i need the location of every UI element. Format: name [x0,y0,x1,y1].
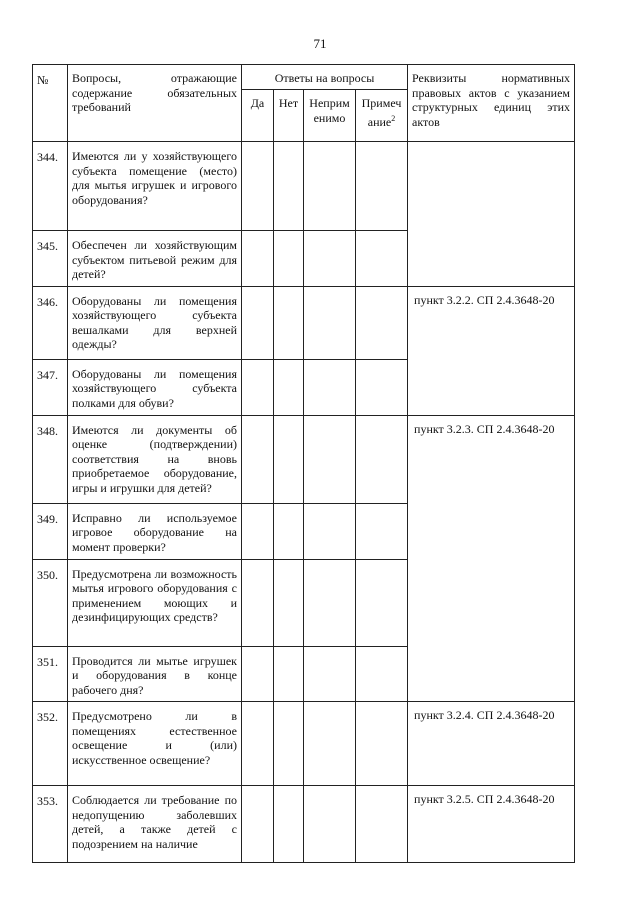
row-question: Имеются ли документы об оценке (подтверждении) соответствия на вновь приобретаемое оборудование, игры и игрушки для детей? [68,415,242,503]
answer-na-cell[interactable] [304,786,356,863]
answer-na-cell[interactable] [304,142,356,231]
answer-no-cell[interactable] [274,231,304,287]
answer-na-cell[interactable] [304,359,356,415]
row-question: Обеспечен ли хозяйствующим субъектом питьевой режим для детей? [68,231,242,287]
answer-no-cell[interactable] [274,702,304,786]
answer-yes-cell[interactable] [242,646,274,702]
header-reference: Реквизиты нормативных правовых актов с указанием структурных единиц этих актов [408,65,575,142]
answer-note-cell[interactable] [356,231,408,287]
reference-cell: пункт 3.2.5. СП 2.4.3648-20 [408,786,575,863]
row-number: 345. [33,231,68,287]
answer-no-cell[interactable] [274,359,304,415]
row-question: Оборудованы ли помещения хозяйствующего субъекта полками для обуви? [68,359,242,415]
answer-na-cell[interactable] [304,503,356,559]
row-number: 346. [33,286,68,359]
answer-yes-cell[interactable] [242,359,274,415]
row-question: Соблюдается ли требование по недопущению заболевших детей, а также детей с подозрением на наличие [68,786,242,863]
row-question: Имеются ли у хозяйствующего субъекта помещение (место) для мытья игрушек и игрового оборудования? [68,142,242,231]
answer-yes-cell[interactable] [242,503,274,559]
header-note: Примеч ание$^2$ [356,90,408,142]
header-answers: Ответы на вопросы [242,65,408,90]
row-number: 353. [33,786,68,863]
answer-na-cell[interactable] [304,702,356,786]
answer-yes-cell[interactable] [242,231,274,287]
answer-yes-cell[interactable] [242,142,274,231]
answer-note-cell[interactable] [356,503,408,559]
answer-note-cell[interactable] [356,559,408,646]
row-question: Оборудованы ли помещения хозяйствующего субъекта вешалками для верхней одежды? [68,286,242,359]
answer-note-cell[interactable] [356,142,408,231]
row-number: 344. [33,142,68,231]
table-row [33,142,575,231]
answer-no-cell[interactable] [274,786,304,863]
answer-no-cell[interactable] [274,286,304,359]
answer-yes-cell[interactable] [242,559,274,646]
table-row [33,786,575,863]
row-number: 350. [33,559,68,646]
reference-cell: пункт 3.2.4. СП 2.4.3648-20 [408,702,575,786]
answer-no-cell[interactable] [274,142,304,231]
answer-na-cell[interactable] [304,415,356,503]
table-row [33,286,575,359]
answer-na-cell[interactable] [304,646,356,702]
reference-cell: пункт 3.2.3. СП 2.4.3648-20 [408,415,575,702]
answer-no-cell[interactable] [274,415,304,503]
answer-yes-cell[interactable] [242,286,274,359]
reference-cell: пункт 3.2.2. СП 2.4.3648-20 [408,286,575,415]
row-number: 351. [33,646,68,702]
checklist-table [32,64,575,863]
answer-na-cell[interactable] [304,231,356,287]
answer-note-cell[interactable] [356,359,408,415]
row-question: Предусмотрена ли возможность мытья игрового оборудования с применением моющих и дезинфицирующих средств? [68,559,242,646]
answer-no-cell[interactable] [274,503,304,559]
answer-note-cell[interactable] [356,786,408,863]
row-number: 347. [33,359,68,415]
answer-na-cell[interactable] [304,559,356,646]
row-number: 352. [33,702,68,786]
answer-yes-cell[interactable] [242,415,274,503]
header-question: Вопросы, отражающие содержание обязательных требований [68,65,242,142]
header-number: № [33,65,68,142]
note-footnote-mark: 2 [391,114,396,123]
answer-no-cell[interactable] [274,559,304,646]
row-number: 349. [33,503,68,559]
answer-note-cell[interactable] [356,415,408,503]
row-question: Проводится ли мытье игрушек и оборудования в конце рабочего дня? [68,646,242,702]
answer-na-cell[interactable] [304,286,356,359]
header-no: Нет [274,90,304,142]
answer-yes-cell[interactable] [242,702,274,786]
table-row [33,702,575,786]
answer-yes-cell[interactable] [242,786,274,863]
answer-no-cell[interactable] [274,646,304,702]
header-not-applicable: Неприм енимо [304,90,356,142]
reference-cell [408,142,575,287]
header-yes: Да [242,90,274,142]
page-number: 71 [313,36,327,51]
row-number: 348. [33,415,68,503]
table-row [33,415,575,503]
row-question: Исправно ли используемое игровое оборудование на момент проверки? [68,503,242,559]
answer-note-cell[interactable] [356,702,408,786]
answer-note-cell[interactable] [356,646,408,702]
answer-note-cell[interactable] [356,286,408,359]
row-question: Предусмотрено ли в помещениях естественное освещение и (или) искусственное освещение? [68,702,242,786]
